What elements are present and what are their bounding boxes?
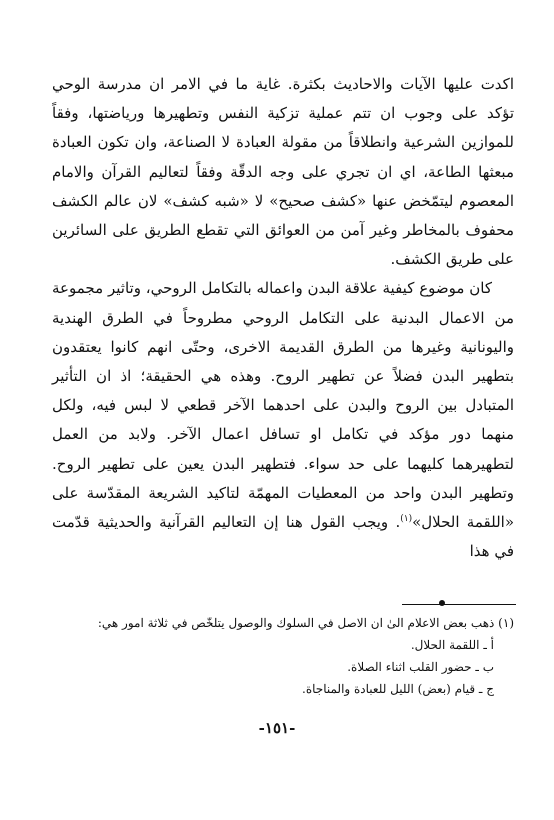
page-number: -١٥١- <box>258 719 296 737</box>
footnote-reference[interactable]: (١) <box>400 514 413 525</box>
footnote-1: (١) ذهب بعض الاعلام الىٰ ان الاصل في السلوك والوصول يتلخّص في ثلاثة امور هي: <box>97 616 514 630</box>
footnote-separator-dot <box>439 600 445 606</box>
footnote-item-c: ج ـ قيام (بعض) الليل للعبادة والمناجاة. <box>302 682 494 696</box>
main-text <box>52 70 514 566</box>
footnote-item-b: ب ـ حضور القلب اثناء الصلاة. <box>347 660 494 674</box>
paragraph-2 <box>52 274 514 566</box>
paragraph-2-continuation: . ويجب القول هنا إن التعاليم القرآنية والحديثية قدّمت في هذا <box>52 513 514 561</box>
footnotes <box>40 612 514 700</box>
paragraph-2-text: كان موضوع كيفية علاقة البدن واعماله بالتكامل الروحي، وتاثير مجموعة من الاعمال البدنية على التكامل الروحي مطروحاً في الطرق الهندية واليونانية وغيرها من الطرق القديمة الاخرى، وحتّى انهم كانوا يعتقدون بتطهير البدن فضلاً عن تطهير الروح. وهذه هي الحقيقة؛ اذ ان التأثير المتبادل بين الروح والبدن على احدهما الآخر قطعي لا لبس فيه، ولكل منهما دور مؤكد في تكامل او تسافل اعمال الآخر. ولابد من العمل لتطهيرهما كليهما على حد سواء. فتطهير البدن يعين على تطهير الروح. وتطهير البدن واحد من المعطيات المهمّة لتاكيد الشريعة المقدّسة على «اللقمة الحلال» <box>52 279 514 532</box>
paragraph-1-text: اكدت عليها الآيات والاحاديث بكثرة. غاية ما في الامر ان مدرسة الوحي تؤكد على وجوب ان تتم عملية تزكية النفس وتطهيرها ورياضتها، وفقاً للموازين الشرعية وانطلاقاً من مقولة العبادة لا الصناعة، وان تكون العبادة مبعثها الطاعة، اي ان تجري على وجه الدقّة وفقاً لتعاليم القرآن والامام المعصوم ليتمّخض عنها «كشف صحيح» لا «شبه كشف» لان عالم الكشف محفوف بالمخاطر وغير آمن من العوائق التي تقطع الطريق على السائرين على طريق الكشف. <box>52 75 514 269</box>
paragraph-1 <box>52 70 514 274</box>
footnote-item-a: أ ـ اللقمة الحلال. <box>410 638 494 652</box>
footnote-separator <box>402 604 516 605</box>
